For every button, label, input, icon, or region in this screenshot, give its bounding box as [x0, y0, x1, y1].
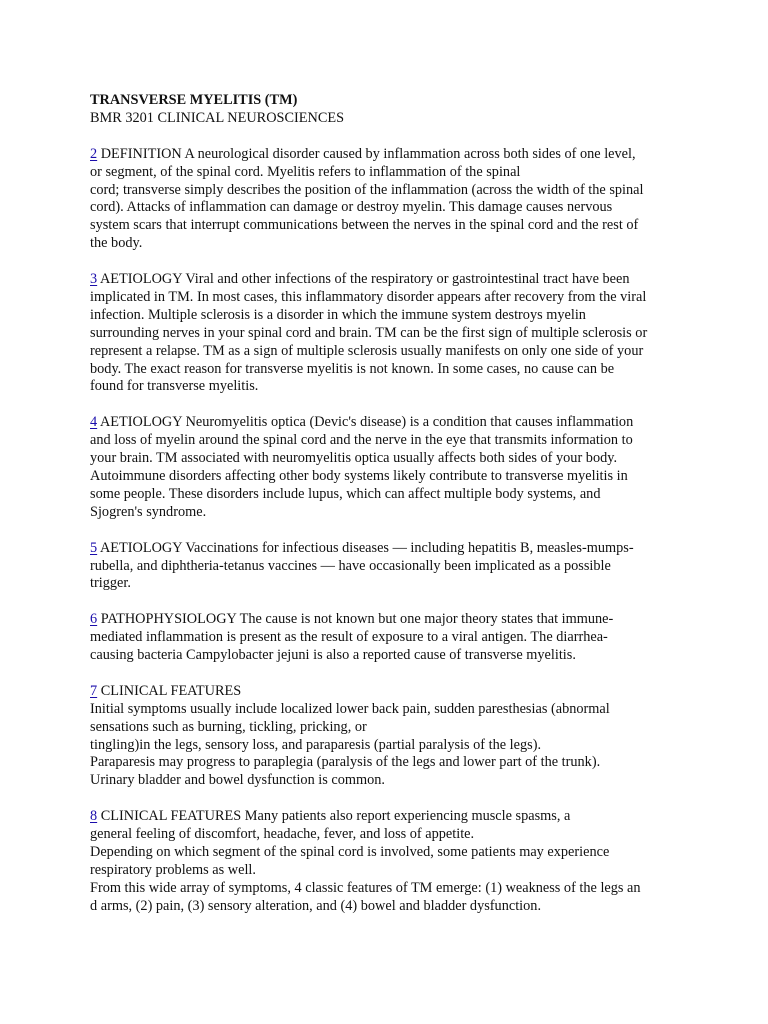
section-number-link[interactable]: 4	[90, 414, 98, 431]
section-text: tingling)in the legs, sensory loss, and paraparesis (partial paralysis of the legs).	[90, 736, 542, 753]
section-line	[90, 862, 682, 880]
section-line	[90, 343, 682, 361]
section-3	[90, 271, 682, 396]
section-number-link[interactable]: 7	[90, 682, 98, 699]
section-text: causing bacteria Campylobacter jejuni is also a reported cause of transverse myelitis.	[90, 647, 576, 664]
section-text: Sjogren's syndrome.	[90, 503, 207, 520]
section-7	[90, 683, 682, 790]
section-line	[90, 217, 682, 235]
section-text: CLINICAL FEATURES	[100, 682, 242, 699]
section-text: mediated inflammation is present as the result of exposure to a viral antigen. The diarrhea-	[90, 629, 608, 646]
document-page	[90, 92, 682, 933]
section-line	[90, 199, 682, 217]
section-number-link[interactable]: 3	[90, 271, 98, 288]
section-text: your brain. TM associated with neuromyelitis optica usually affects both sides of your body.	[90, 450, 618, 467]
section-line	[90, 164, 682, 182]
section-line	[90, 629, 682, 647]
section-text: surrounding nerves in your spinal cord and brain. TM can be the first sign of multiple sclerosis or	[90, 324, 648, 341]
section-number-link[interactable]: 2	[90, 145, 98, 162]
section-text: Initial symptoms usually include localized lower back pain, sudden paresthesias (abnormal	[90, 700, 610, 717]
section-line	[90, 468, 682, 486]
section-text: body. The exact reason for transverse myelitis is not known. In some cases, no cause can be	[90, 360, 615, 377]
section-line	[90, 737, 682, 755]
document-title: TRANSVERSE MYELITIS (TM)	[90, 92, 298, 108]
section-line	[90, 683, 682, 701]
section-line	[90, 325, 682, 343]
section-text: Autoimmune disorders affecting other body systems likely contribute to transverse myelitis in	[90, 467, 628, 484]
section-text: implicated in TM. In most cases, this inflammatory disorder appears after recovery from the viral	[90, 288, 647, 305]
document-subtitle: BMR 3201 CLINICAL NEUROSCIENCES	[90, 109, 345, 126]
section-6	[90, 611, 682, 665]
section-number-link[interactable]: 5	[90, 539, 98, 556]
section-line	[90, 558, 682, 576]
section-text: AETIOLOGY Neuromyelitis optica (Devic's disease) is a condition that causes inflammation	[99, 414, 634, 431]
section-text: CLINICAL FEATURES Many patients also report experiencing muscle spasms, a	[100, 808, 571, 825]
section-line	[90, 414, 682, 432]
section-line	[90, 898, 682, 916]
section-text: sensations such as burning, tickling, pricking, or	[90, 718, 367, 735]
section-line	[90, 271, 682, 289]
section-line	[90, 647, 682, 665]
sections-container	[90, 146, 682, 916]
section-text: AETIOLOGY Viral and other infections of the respiratory or gastrointestinal tract have been	[99, 271, 630, 288]
section-text: some people. These disorders include lupus, which can affect multiple body systems, and	[90, 485, 601, 502]
title-block	[90, 92, 682, 128]
section-line	[90, 575, 682, 593]
section-line	[90, 450, 682, 468]
section-line	[90, 182, 682, 200]
section-text: AETIOLOGY Vaccinations for infectious diseases — including hepatitis B, measles-mumps-	[99, 539, 634, 556]
section-text: rubella, and diphtheria-tetanus vaccines — have occasionally been implicated as a possible	[90, 557, 611, 574]
section-2	[90, 146, 682, 253]
section-text: PATHOPHYSIOLOGY The cause is not known but one major theory states that immune-	[100, 611, 614, 628]
section-text: From this wide array of symptoms, 4 classic features of TM emerge: (1) weakness of the legs an	[90, 879, 641, 896]
section-text: d arms, (2) pain, (3) sensory alteration, and (4) bowel and bladder dysfunction.	[90, 897, 542, 914]
section-line	[90, 307, 682, 325]
section-text: Paraparesis may progress to paraplegia (paralysis of the legs and lower part of the trunk).	[90, 754, 601, 771]
section-line	[90, 880, 682, 898]
section-text: the body.	[90, 235, 143, 252]
section-line	[90, 486, 682, 504]
section-line	[90, 432, 682, 450]
section-line	[90, 844, 682, 862]
section-text: found for transverse myelitis.	[90, 378, 259, 395]
section-number-link[interactable]: 6	[90, 611, 98, 628]
section-5	[90, 540, 682, 594]
section-line	[90, 378, 682, 396]
section-4	[90, 414, 682, 521]
section-line	[90, 826, 682, 844]
section-text: Depending on which segment of the spinal cord is involved, some patients may experience	[90, 843, 610, 860]
section-line	[90, 361, 682, 379]
section-text: Urinary bladder and bowel dysfunction is common.	[90, 772, 386, 789]
section-text: cord; transverse simply describes the position of the inflammation (across the width of the spinal	[90, 181, 644, 198]
section-text: represent a relapse. TM as a sign of multiple sclerosis usually manifests on only one side of your	[90, 342, 644, 359]
section-line	[90, 611, 682, 629]
section-line	[90, 235, 682, 253]
section-line	[90, 504, 682, 522]
section-line	[90, 754, 682, 772]
section-line	[90, 146, 682, 164]
section-line	[90, 289, 682, 307]
section-text: system scars that interrupt communications between the nerves in the spinal cord and the rest of	[90, 217, 639, 234]
section-line	[90, 772, 682, 790]
section-text: DEFINITION A neurological disorder caused by inflammation across both sides of one level,	[100, 145, 636, 162]
section-text: cord). Attacks of inflammation can damage or destroy myelin. This damage causes nervous	[90, 199, 613, 216]
section-number-link[interactable]: 8	[90, 808, 98, 825]
section-text: general feeling of discomfort, headache, fever, and loss of appetite.	[90, 826, 475, 843]
section-text: infection. Multiple sclerosis is a disorder in which the immune system destroys myelin	[90, 306, 586, 323]
section-line	[90, 701, 682, 719]
section-8	[90, 808, 682, 915]
section-text: or segment, of the spinal cord. Myelitis refers to inflammation of the spinal	[90, 163, 521, 180]
section-text: and loss of myelin around the spinal cord and the nerve in the eye that transmits information to	[90, 432, 633, 449]
section-line	[90, 808, 682, 826]
section-line	[90, 719, 682, 737]
section-line	[90, 540, 682, 558]
section-text: trigger.	[90, 575, 131, 592]
section-text: respiratory problems as well.	[90, 861, 256, 878]
